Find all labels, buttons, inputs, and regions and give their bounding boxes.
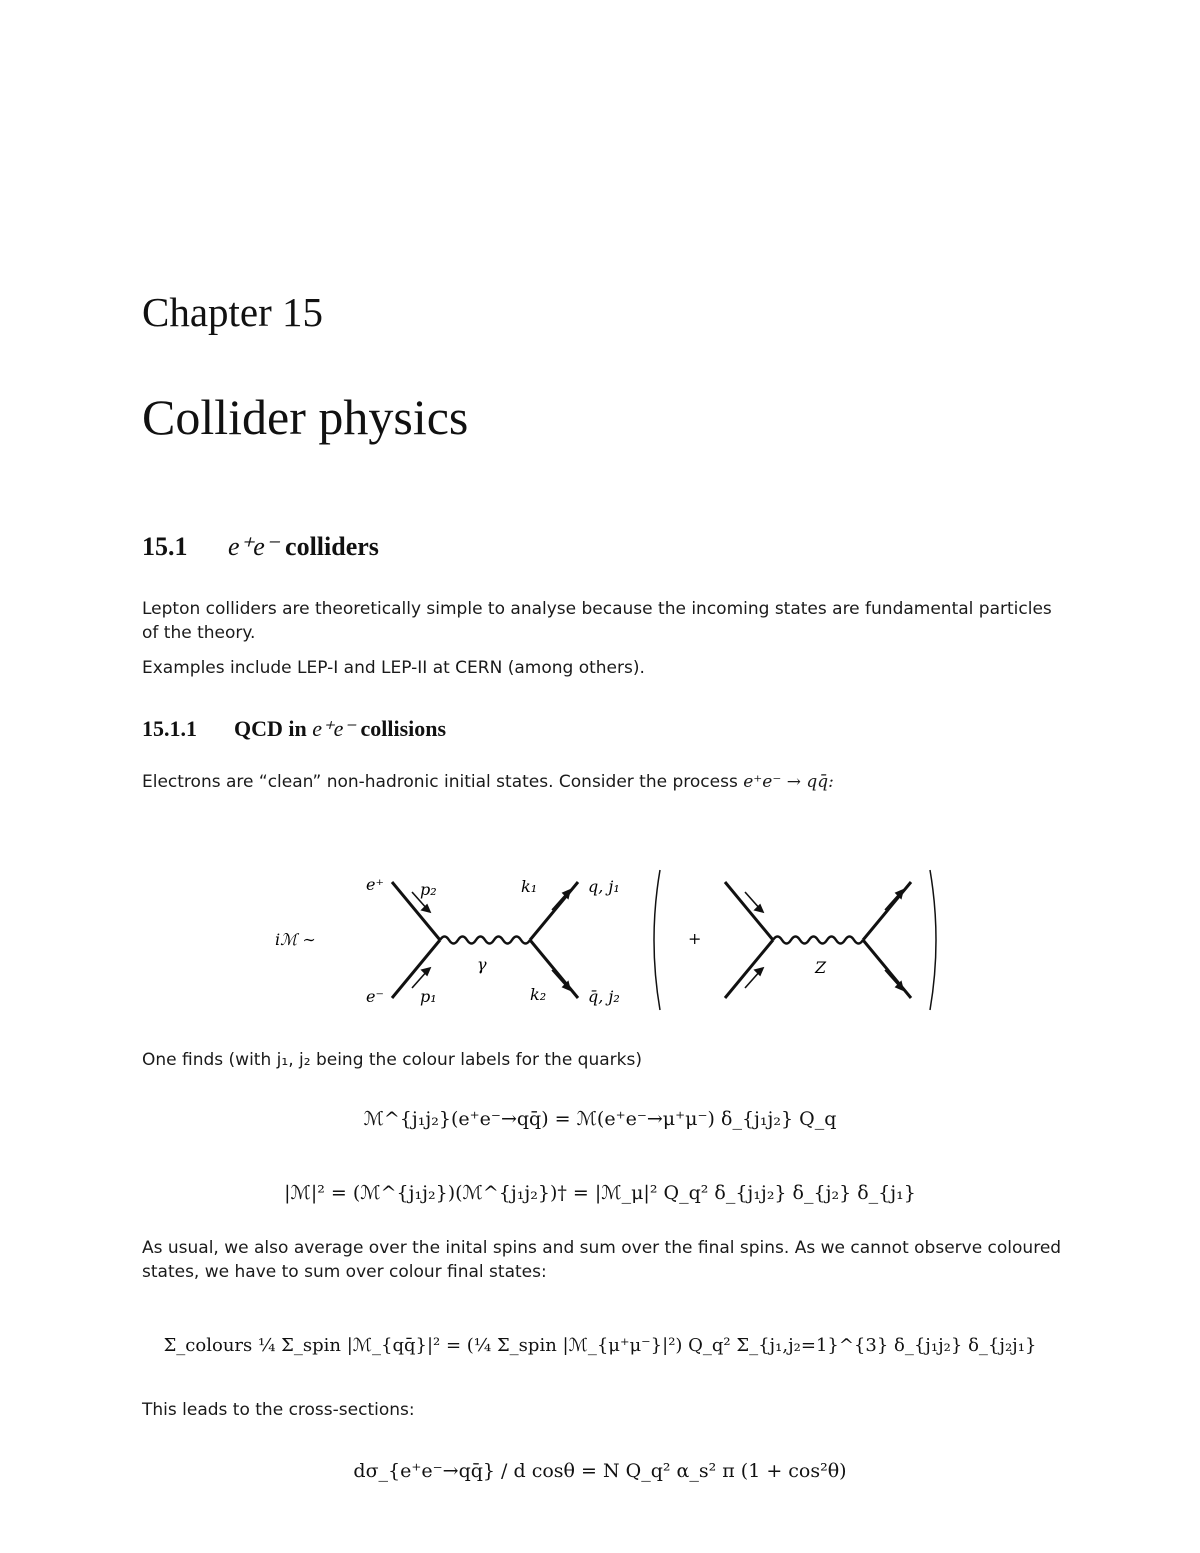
paragraph-1: Lepton colliders are theoretically simple to analyse because the incoming states are fundamental particles of the theory. (142, 599, 1052, 643)
photon-propagator (440, 937, 530, 944)
electron-line-z (725, 940, 773, 998)
section-title-math: e⁺e⁻ (228, 532, 279, 561)
positron-line-z (725, 882, 773, 940)
amplitude-label: iℳ ∼ (275, 930, 316, 949)
z-propagator (773, 937, 863, 944)
label-p1: p₁ (420, 987, 437, 1006)
label-q-j1: q, j₁ (588, 877, 620, 896)
equation-3: Σ_colours ¼ Σ_spin |ℳ_{qq̄}|² = (¼ Σ_spin |ℳ_{μ⁺μ⁻}|²) Q_q² Σ_{j₁,j₂=1}^{3} δ_{j₁j₂} δ_{j₂j₁} (163, 1335, 1037, 1356)
section-title-text: colliders (285, 532, 379, 561)
label-k2: k₂ (530, 985, 547, 1004)
label-k1: k₁ (521, 877, 538, 896)
equation-2: |ℳ|² = (ℳ^{j₁j₂})(ℳ^{j₁j₂})† = |ℳ_μ|² Q_q² δ_{j₁j₂} δ_{j₂} δ_{j₁} (284, 1182, 916, 1204)
paragraph-3 (142, 770, 1072, 794)
label-e-minus: e⁻ (366, 987, 384, 1006)
chapter-title: Collider physics (142, 389, 469, 445)
paragraph-2: Examples include LEP-I and LEP-II at CERN (among others). (142, 658, 645, 678)
label-qbar-j2: q̄, j₂ (588, 987, 620, 1006)
quark-line-z (863, 882, 911, 940)
label-p2: p₂ (420, 880, 437, 899)
paragraph-6: This leads to the cross-sections: (142, 1400, 415, 1420)
subsection-title-text: QCD in (234, 716, 307, 741)
quark-line (530, 882, 578, 940)
paragraph-3-text: Electrons are “clean” non-hadronic initial states. Consider the process (142, 772, 738, 792)
subsection-heading (142, 716, 446, 742)
antiquark-line-z (863, 940, 911, 998)
right-paren (930, 870, 936, 1010)
feynman-diagram (270, 860, 950, 1020)
subsection-title-text2: collisions (360, 716, 447, 741)
label-gamma: γ (477, 955, 487, 974)
paragraph-3-math: e⁺e⁻ → qq̄: (743, 772, 834, 792)
label-plus: + (688, 929, 702, 948)
equation-4: dσ_{e⁺e⁻→qq̄} / d cosθ = N Q_q² α_s² π (1 + cos²θ) (353, 1460, 847, 1482)
section-heading (142, 532, 379, 562)
label-e-plus: e⁺ (366, 875, 384, 894)
paragraph-4: One finds (with j₁, j₂ being the colour labels for the quarks) (142, 1050, 642, 1070)
label-z: Z (815, 958, 827, 977)
subsection-number: 15.1.1 (142, 716, 197, 741)
section-number: 15.1 (142, 532, 188, 561)
equation-1: ℳ^{j₁j₂}(e⁺e⁻→qq̄) = ℳ(e⁺e⁻→μ⁺μ⁻) δ_{j₁j₂} Q_q (363, 1108, 837, 1130)
paragraph-5: As usual, we also average over the inital spins and sum over the final spins. As we cannot observe coloured states, we have to sum over colour final states: (142, 1238, 1062, 1282)
chapter-label: Chapter 15 (142, 289, 324, 335)
left-paren (654, 870, 660, 1010)
subsection-title-math: e⁺e⁻ (312, 716, 356, 741)
